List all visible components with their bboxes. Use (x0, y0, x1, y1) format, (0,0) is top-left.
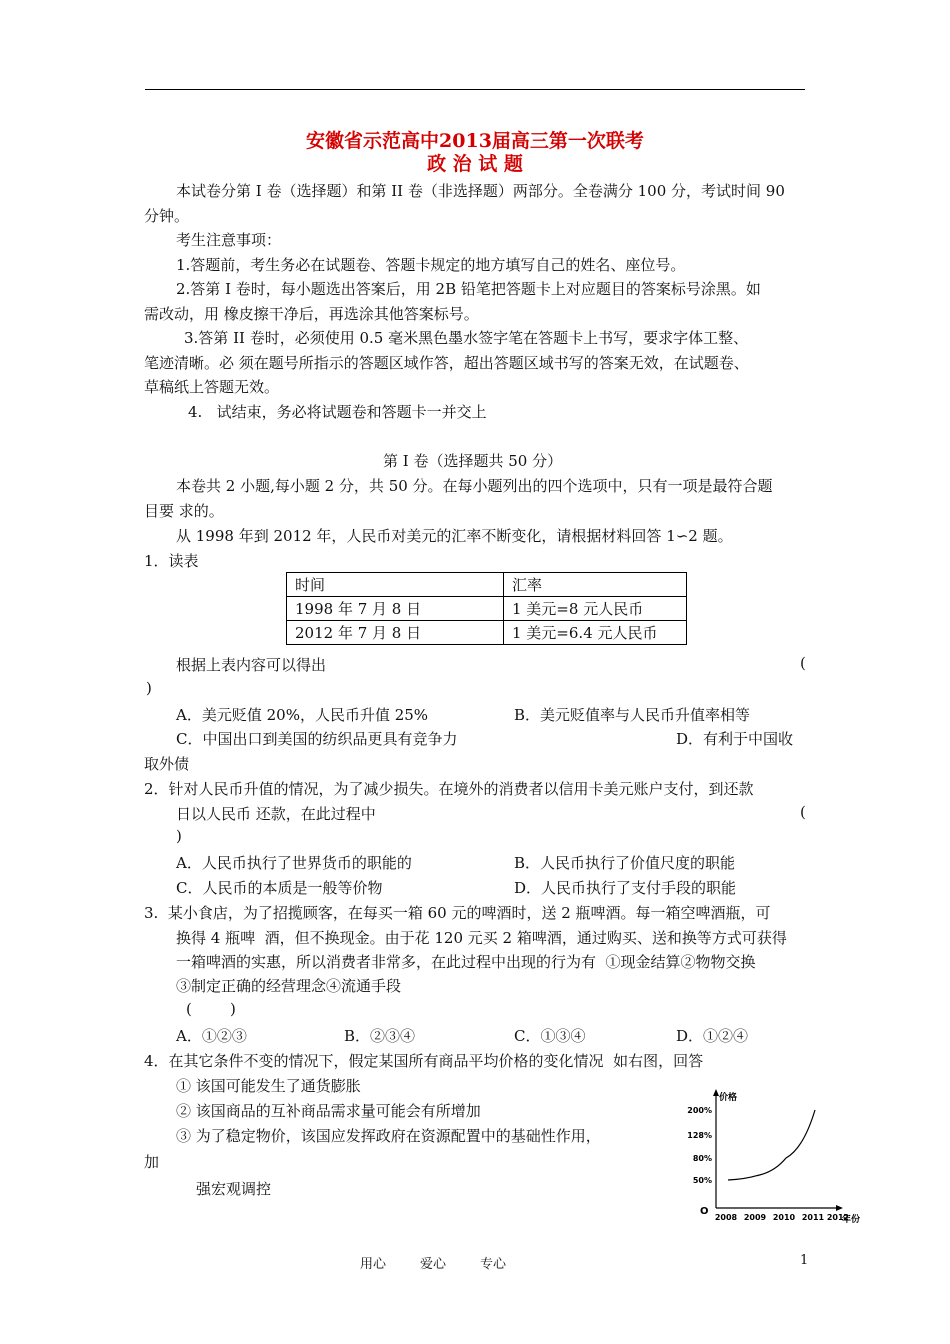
q2-line-1: 2．针对人民币升值的情况，为了减少损失。在境外的消费者以信用卡美元账户支付，到还款 (144, 780, 754, 798)
table-header-cell: 时间 (287, 573, 504, 597)
x-tick-label: 2011 (801, 1213, 825, 1222)
q3-line-4: ③制定正确的经营理念④流通手段 (176, 977, 402, 995)
x-tick-label: 2008 (714, 1213, 738, 1222)
notice-2a: 2.答第 I 卷时，每小题选出答案后，用 2B 铅笔把答题卡上对应题目的答案标号涂黑。如 (176, 280, 761, 298)
x-tick-label: 2010 (772, 1213, 796, 1222)
y-tick-label: 200% (687, 1106, 712, 1115)
y-tick-label: 128% (687, 1131, 712, 1140)
y-axis-label: 价格 (719, 1093, 738, 1103)
q1-stem: 1．读表 (144, 552, 199, 570)
q1-ask: 根据上表内容可以得出 (176, 656, 327, 674)
notice-2b: 需改动，用 橡皮擦干净后，再选涂其他答案标号。 (144, 305, 479, 323)
q4-statement-3-cont: 加 (144, 1153, 160, 1171)
x-tick-label: 2009 (743, 1213, 767, 1222)
intro-line-2: 分钟。 (144, 207, 190, 225)
table-cell: 2012 年 7 月 8 日 (287, 621, 504, 645)
q2-option-c: C．人民币的本质是一般等价物 (176, 879, 383, 897)
table-row (287, 597, 687, 621)
footer-text-2: 爱心 (420, 1257, 447, 1272)
q3-option-a: A．①②③ (176, 1027, 247, 1045)
page-subtitle: 政 治 试 题 (427, 153, 523, 175)
origin-label: O (700, 1206, 709, 1217)
x-axis-label: 年份 (842, 1215, 861, 1225)
price-chart (670, 1088, 870, 1228)
q4-statement-1: ① 该国可能发生了通货膨胀 (176, 1077, 361, 1095)
section-desc-1: 本卷共 2 小题,每小题 2 分，共 50 分。在每小题列出的四个选项中，只有一项是最符合题 (176, 477, 773, 495)
q3-option-c: C．①③④ (514, 1027, 586, 1045)
table-row (287, 621, 687, 645)
page-title: 安徽省示范高中2013届高三第一次联考 (306, 130, 644, 152)
q1-option-a: A．美元贬值 20%，人民币升值 25% (176, 706, 429, 724)
page-number: 1 (800, 1253, 809, 1268)
table-header-row (287, 573, 687, 597)
x-axis-arrow-icon (836, 1205, 843, 1211)
q3-line-3: 一箱啤酒的实惠，所以消费者非常多，在此过程中出现的行为有 ①现金结算②物物交换 (176, 953, 756, 971)
q2-option-a: A．人民币执行了世界货币的职能的 (176, 854, 412, 872)
q1-option-d-cont: 取外债 (144, 755, 190, 773)
y-tick-label: 50% (692, 1176, 712, 1185)
q3-option-b: B．②③④ (344, 1027, 416, 1045)
footer-text-1: 用心 (360, 1257, 387, 1272)
table-cell: 1 美元=8 元人民币 (504, 597, 687, 621)
q3-paren: ( ) (186, 1000, 236, 1018)
footer-text-3: 专心 (480, 1257, 507, 1272)
q4-statement-3: ③ 为了稳定物价，该国应发挥政府在资源配置中的基础性作用， (176, 1127, 601, 1145)
intro-line-1: 本试卷分第 I 卷（选择题）和第 II 卷（非选择题）两部分。全卷满分 100 分，考试时间 90 (176, 182, 785, 200)
table-cell: 1 美元=6.4 元人民币 (504, 621, 687, 645)
q4-statement-2: ② 该国商品的互补商品需求量可能会有所增加 (176, 1102, 481, 1120)
x-tick-label: 2012 (826, 1213, 850, 1222)
exchange-rate-table (286, 572, 687, 645)
q2-paren-close: ) (176, 827, 182, 845)
y-tick-label: 80% (692, 1154, 712, 1163)
notice-1: 1.答题前，考生务必在试题卷、答题卡规定的地方填写自己的姓名、座位号。 (176, 256, 686, 274)
q4-stem: 4．在其它条件不变的情况下，假定某国所有商品平均价格的变化情况 如右图，回答 (144, 1052, 704, 1070)
q1-option-b: B．美元贬值率与人民币升值率相等 (514, 706, 751, 724)
q2-option-b: B．人民币执行了价值尺度的职能 (514, 854, 736, 872)
q2-line-2: 日以人民币 还款，在此过程中 (176, 805, 376, 823)
q3-line-1: 3. 某小食店，为了招揽顾客，在每买一箱 60 元的啤酒时，送 2 瓶啤酒。每一箱空啤酒瓶，可 (144, 904, 771, 922)
q4-statement-3-tail: 强宏观调控 (196, 1180, 272, 1198)
section-desc-2: 目要 求的。 (144, 502, 224, 520)
q1-paren-open: ( (800, 654, 806, 672)
q3-line-2: 换得 4 瓶啤 酒，但不换现金。由于花 120 元买 2 箱啤酒，通过购买、送和换等方式可获得 (176, 929, 787, 947)
notice-4: 4. 试结束，务必将试题卷和答题卡一并交上 (188, 403, 487, 421)
q1-paren-close: ) (146, 679, 152, 697)
notice-3c: 草稿纸上答题无效。 (144, 378, 280, 396)
notice-title: 考生注意事项： (176, 231, 282, 249)
q3-option-d: D．①②④ (676, 1027, 749, 1045)
header-rule (145, 89, 805, 90)
q1-option-c: C．中国出口到美国的纺织品更具有竞争力 (176, 730, 458, 748)
table-cell: 1998 年 7 月 8 日 (287, 597, 504, 621)
price-curve-line (728, 1110, 815, 1180)
notice-3a: 3.答第 II 卷时，必须使用 0.5 毫米黑色墨水签字笔在答题卡上书写，要求字体工整、 (184, 329, 749, 347)
table-header-cell: 汇率 (504, 573, 687, 597)
section-title: 第 I 卷（选择题共 50 分） (383, 452, 563, 470)
q2-paren-open: ( (800, 803, 806, 821)
q1-option-d: D．有利于中国收 (676, 730, 794, 748)
q2-option-d: D．人民币执行了支付手段的职能 (514, 879, 737, 897)
notice-3b: 笔迹清晰。必 须在题号所指示的答题区域作答，超出答题区域书写的答案无效，在试题卷、 (144, 354, 749, 372)
section-lead: 从 1998 年到 2012 年，人民币对美元的汇率不断变化，请根据材料回答 1∽2 题。 (176, 527, 733, 545)
